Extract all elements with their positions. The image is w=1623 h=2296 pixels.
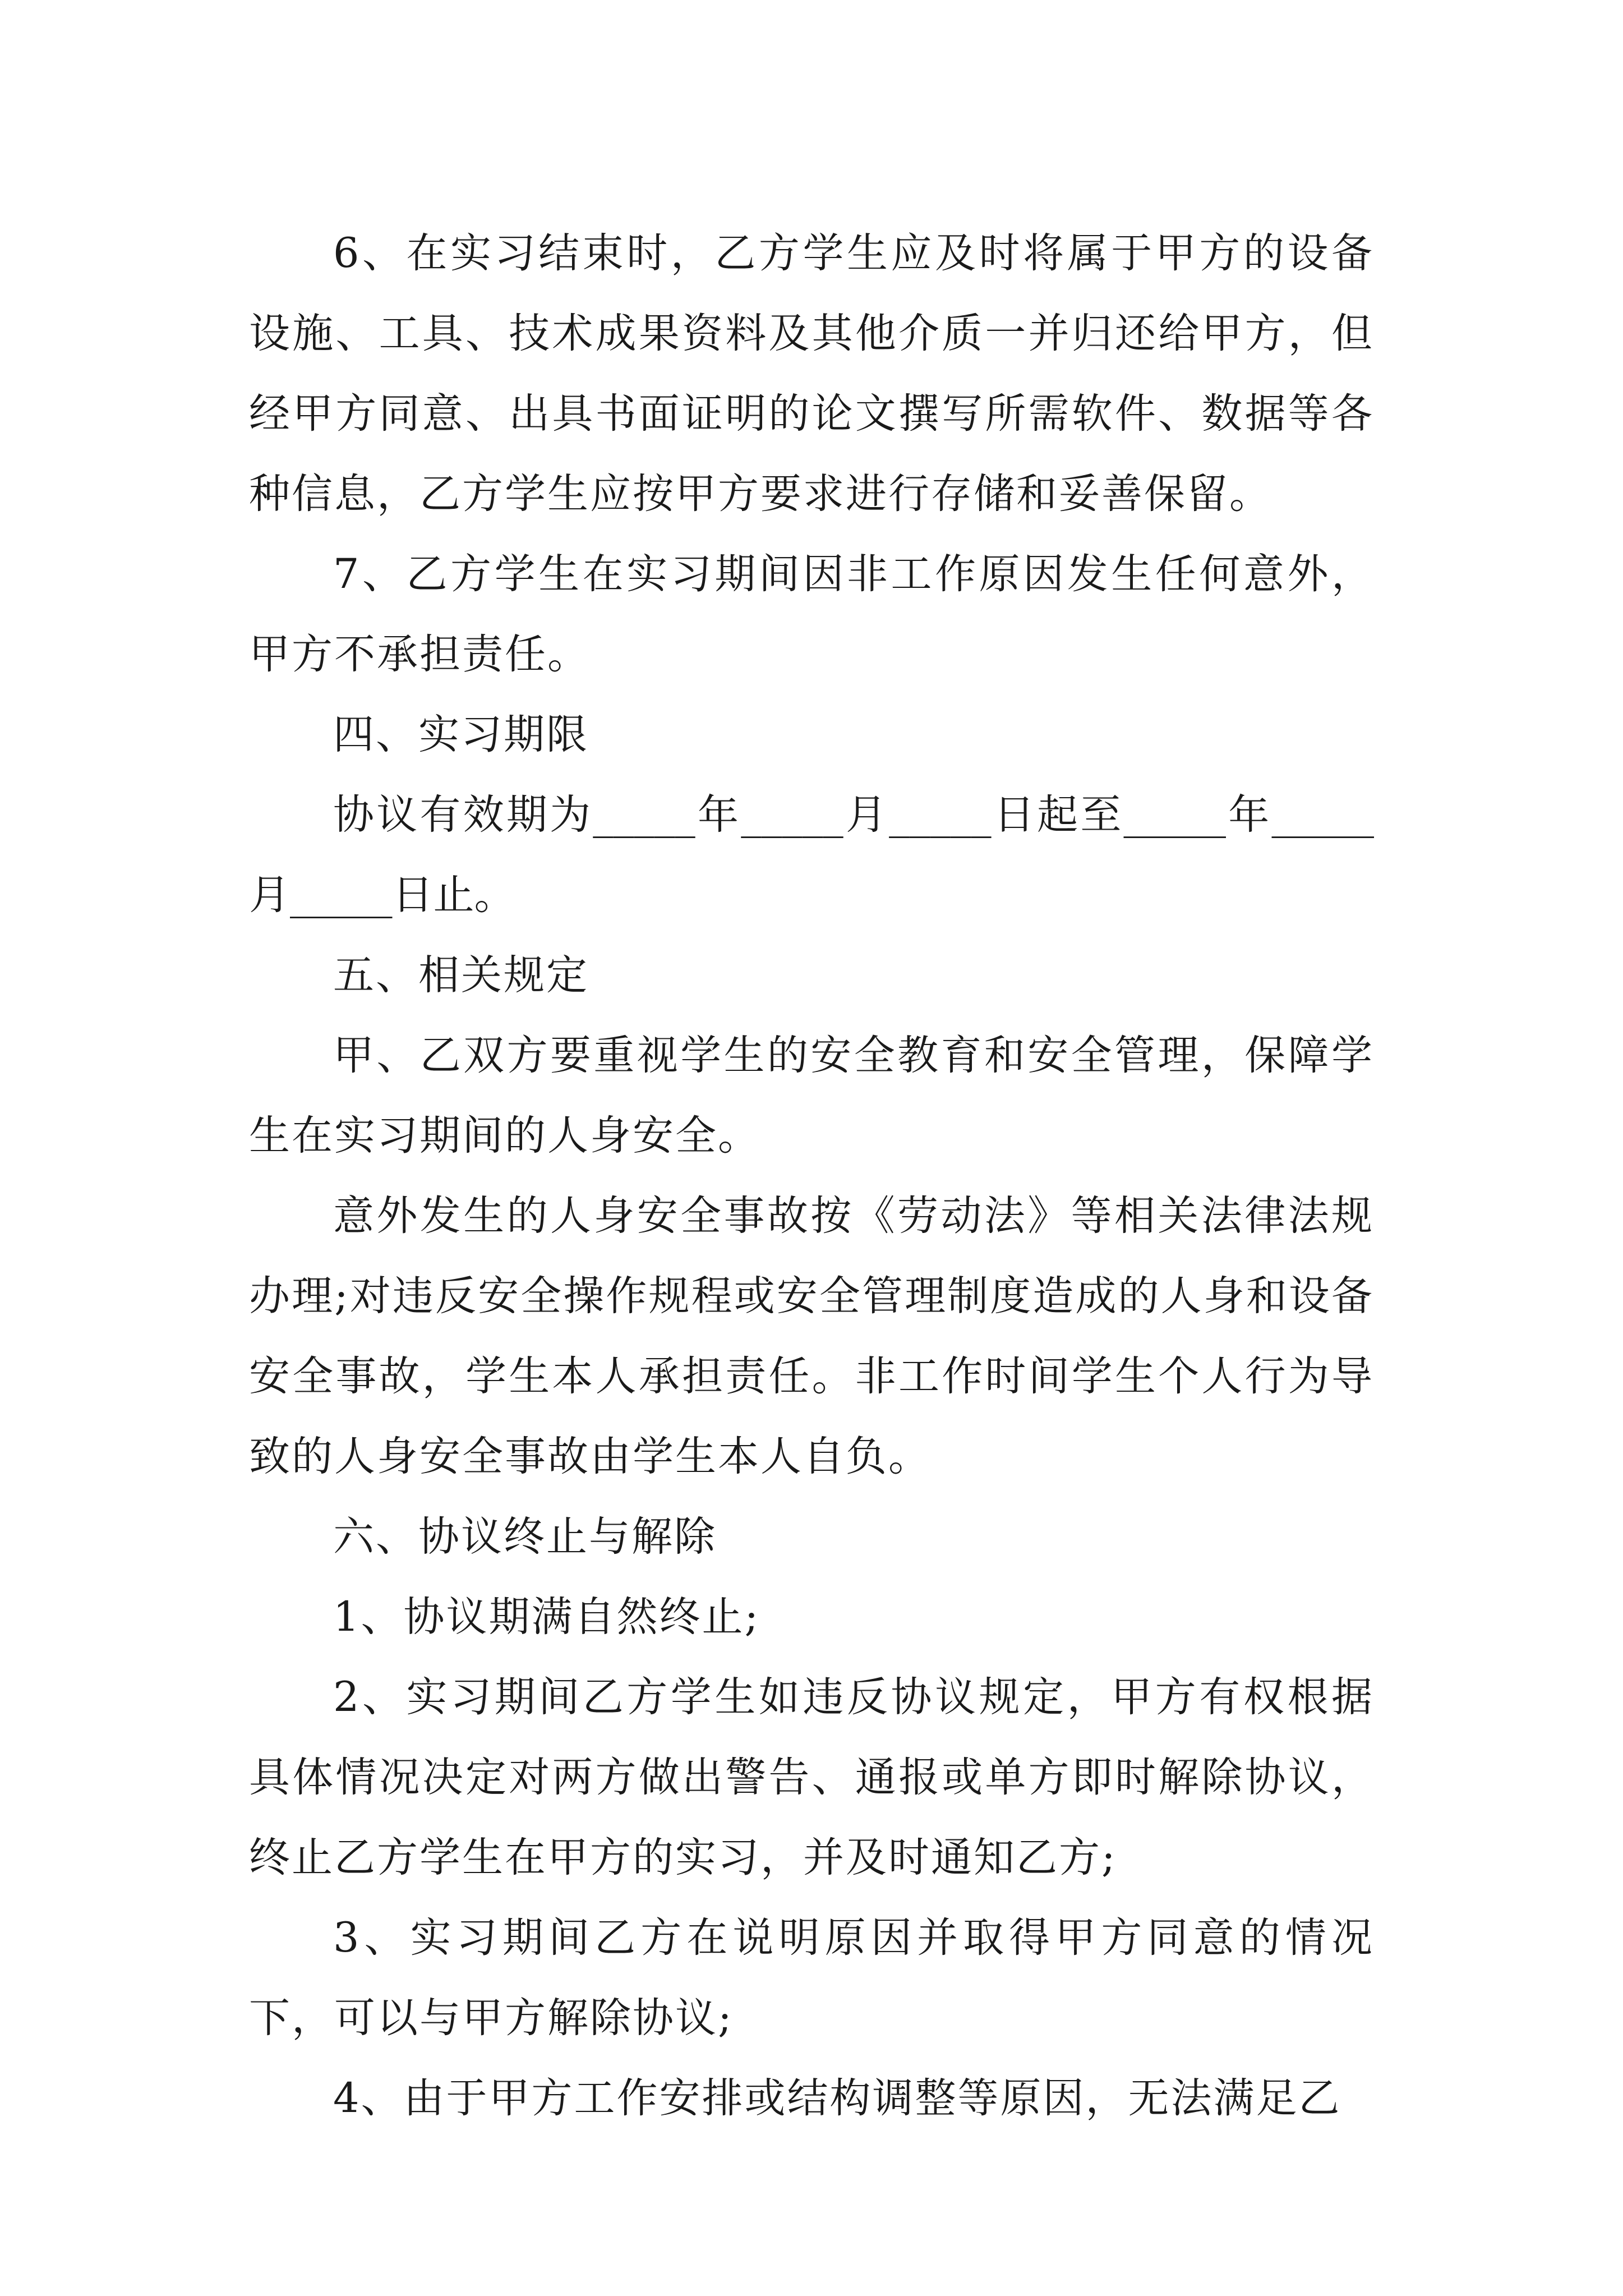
section-heading-related-rules: 五、相关规定 [333,951,589,999]
paragraph-safety-education: 甲、乙双方要重视学生的安全教育和安全管理，保障学生在实习期间的人身安全。 [249,1032,1374,1159]
paragraph-termination-1: 1、协议期满自然终止; [333,1593,760,1641]
document-body [249,213,1374,2138]
section-heading-internship-period: 四、实习期限 [333,711,589,758]
paragraph-clause-7: 7、乙方学生在实习期间因非工作原因发生任何意外，甲方不承担责任。 [249,550,1374,678]
paragraph-validity-period: 协议有效期为_____年_____月_____日起至_____年_____月_____日止。 [249,791,1374,919]
paragraph-termination-2: 2、实习期间乙方学生如违反协议规定，甲方有权根据具体情况决定对两方做出警告、通报或单方即时解除协议，终止乙方学生在甲方的实习，并及时通知乙方; [249,1673,1374,1881]
paragraph-accident-handling: 意外发生的人身安全事故按《劳动法》等相关法律法规办理;对违反安全操作规程或安全管理制度造成的人身和设备安全事故，学生本人承担责任。非工作时间学生个人行为导致的人身安全事故由学生本人自负。 [249,1192,1374,1480]
paragraph-termination-3: 3、实习期间乙方在说明原因并取得甲方同意的情况下，可以与甲方解除协议; [249,1914,1374,2042]
paragraph-termination-4: 4、由于甲方工作安排或结构调整等原因，无法满足乙 [333,2074,1341,2122]
paragraph-clause-6: 6、在实习结束时，乙方学生应及时将属于甲方的设备设施、工具、技术成果资料及其他介质一并归还给甲方，但经甲方同意、出具书面证明的论文撰写所需软件、数据等各种信息，乙方学生应按甲方要求进行存储和妥善保留。 [249,229,1374,518]
section-heading-termination: 六、协议终止与解除 [333,1513,717,1561]
